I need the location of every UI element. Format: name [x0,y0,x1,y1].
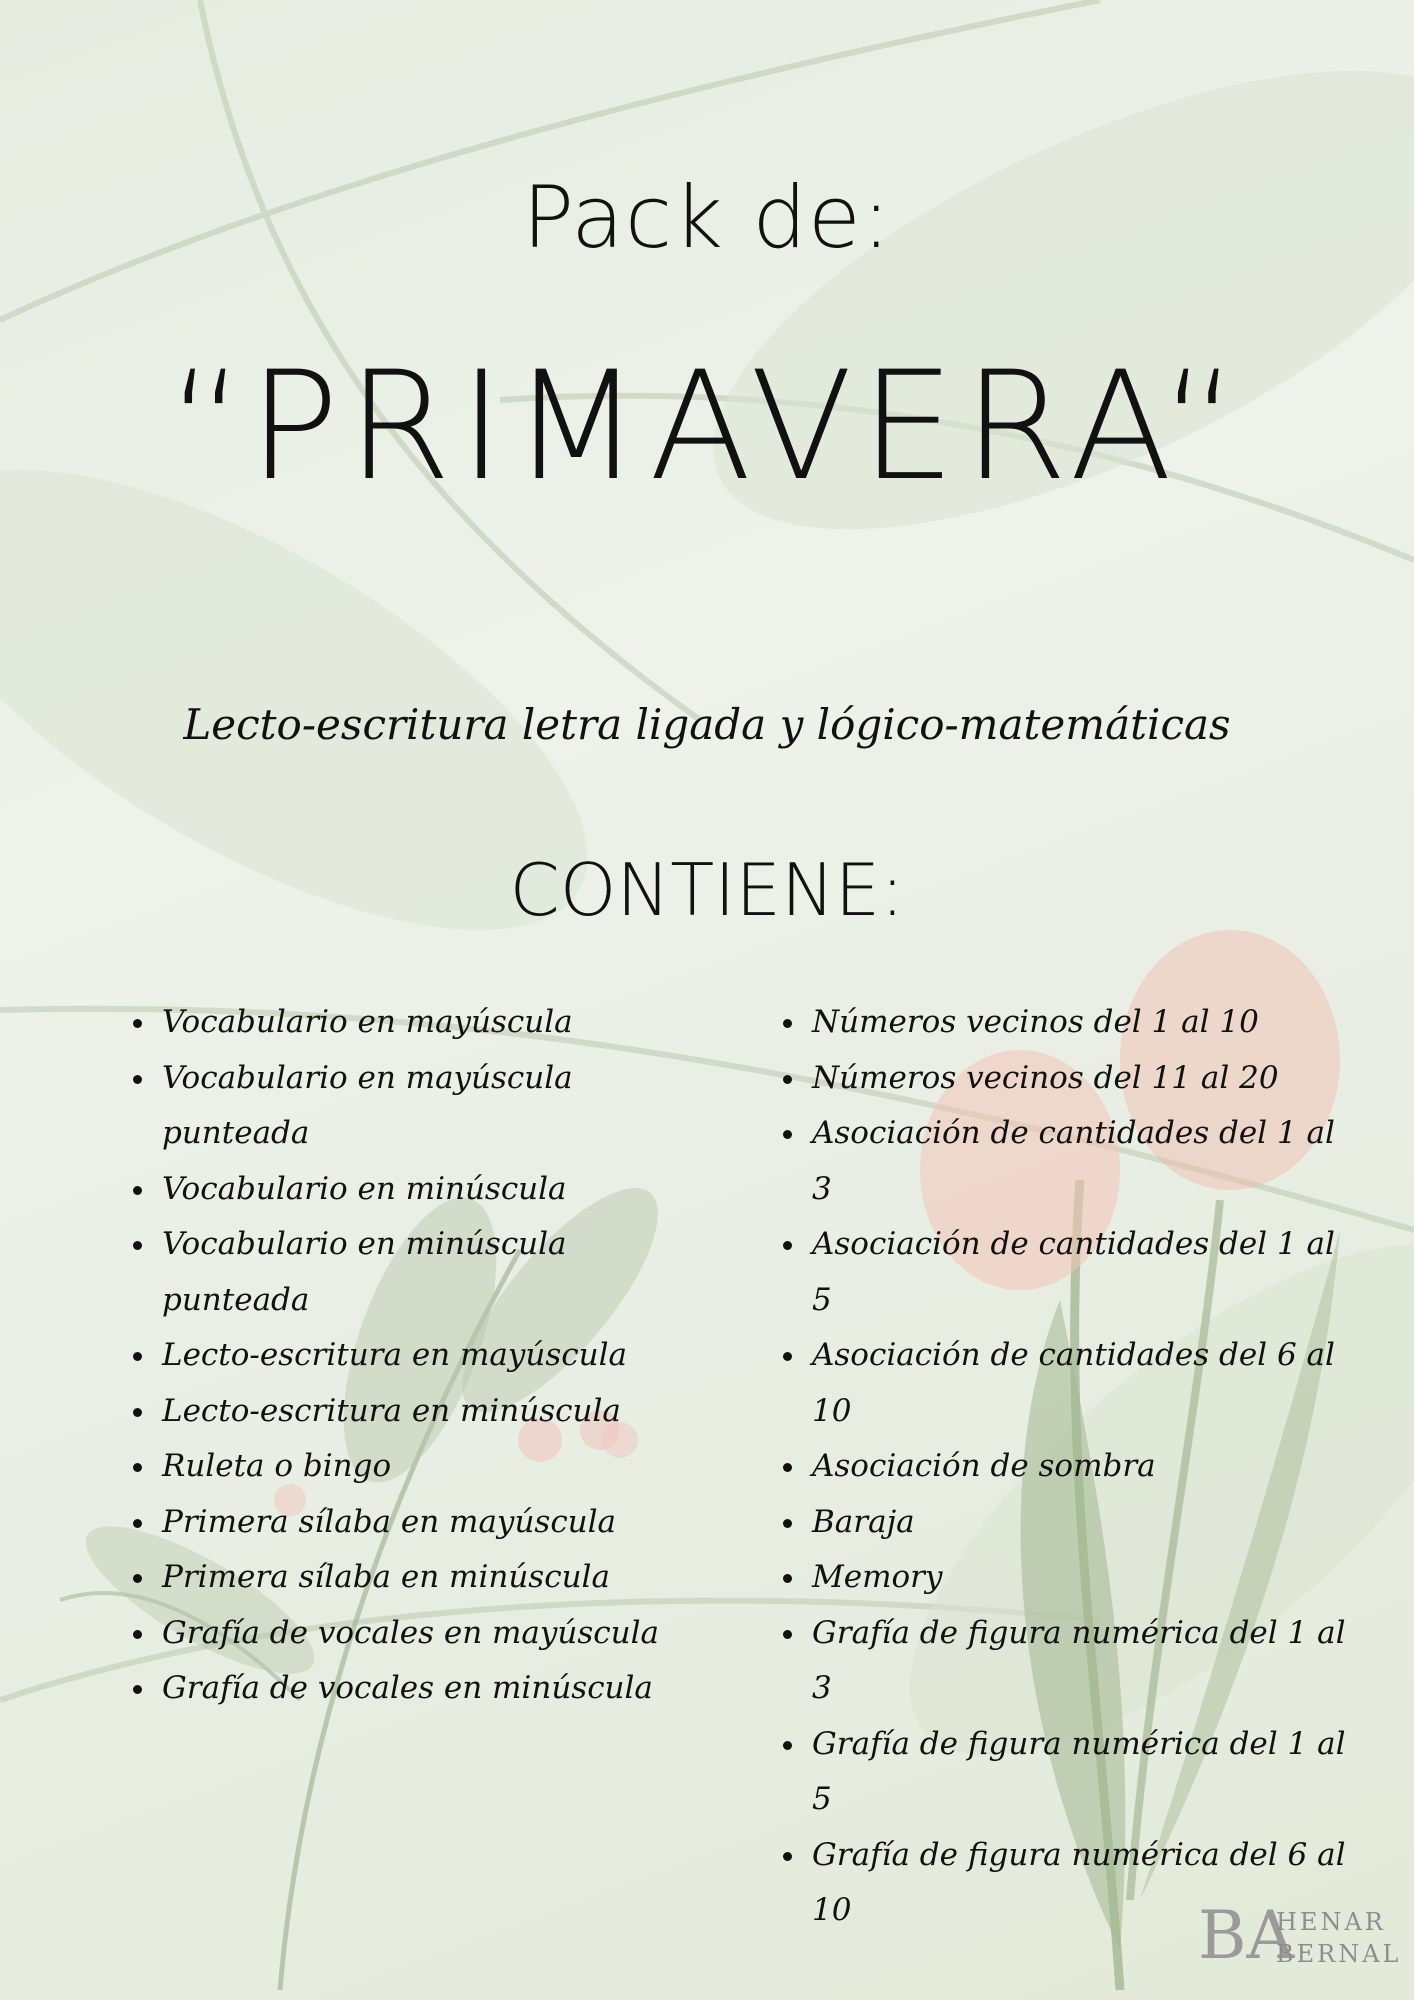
list-item: • Grafía de vocales en minúscula [158,1661,688,1717]
list-item: • Números vecinos del 1 al 10 [808,995,1348,1051]
pack-label: Pack de: [522,168,892,268]
list-item: • Vocabulario en mayúscula [158,995,688,1051]
logo-monogram: BA [1198,1897,1295,1974]
right-contents-list [772,995,1348,1939]
list-item: • Números vecinos del 11 al 20 [808,1051,1348,1107]
list-item: • Lecto-escritura en mayúscula [158,1328,688,1384]
list-item: • Asociación de cantidades del 6 al 10 [808,1328,1348,1439]
list-item: • Grafía de figura numérica del 1 al 5 [808,1717,1348,1828]
list-item: • Grafía de figura numérica del 6 al 10 [808,1828,1348,1939]
list-item: • Asociación de cantidades del 1 al 3 [808,1106,1348,1217]
page-title: “PRIMAVERA“ [167,340,1247,514]
list-item: • Vocabulario en mayúscula punteada [158,1051,688,1162]
list-item: • Vocabulario en minúscula punteada [158,1217,688,1328]
logo-line2: BERNAL [1276,1940,1402,1968]
list-item: • Baraja [808,1495,1348,1551]
contents-heading: CONTIENE: [509,848,905,932]
list-item: • Asociación de cantidades del 1 al 5 [808,1217,1348,1328]
list-item: • Grafía de vocales en mayúscula [158,1606,688,1662]
list-item: • Memory [808,1550,1348,1606]
list-item: • Ruleta o bingo [158,1439,688,1495]
list-item: • Asociación de sombra [808,1439,1348,1495]
logo-line1: HENAR [1276,1908,1386,1936]
list-item: • Primera sílaba en mayúscula [158,1495,688,1551]
list-item: • Primera sílaba en minúscula [158,1550,688,1606]
left-contents-list [122,995,688,1717]
list-item: • Lecto-escritura en minúscula [158,1384,688,1440]
subtitle: Lecto-escritura letra ligada y lógico-matemáticas [183,700,1231,749]
list-item: • Vocabulario en minúscula [158,1162,688,1218]
brand-logo [1198,1896,1402,1976]
list-item: • Grafía de figura numérica del 1 al 3 [808,1606,1348,1717]
